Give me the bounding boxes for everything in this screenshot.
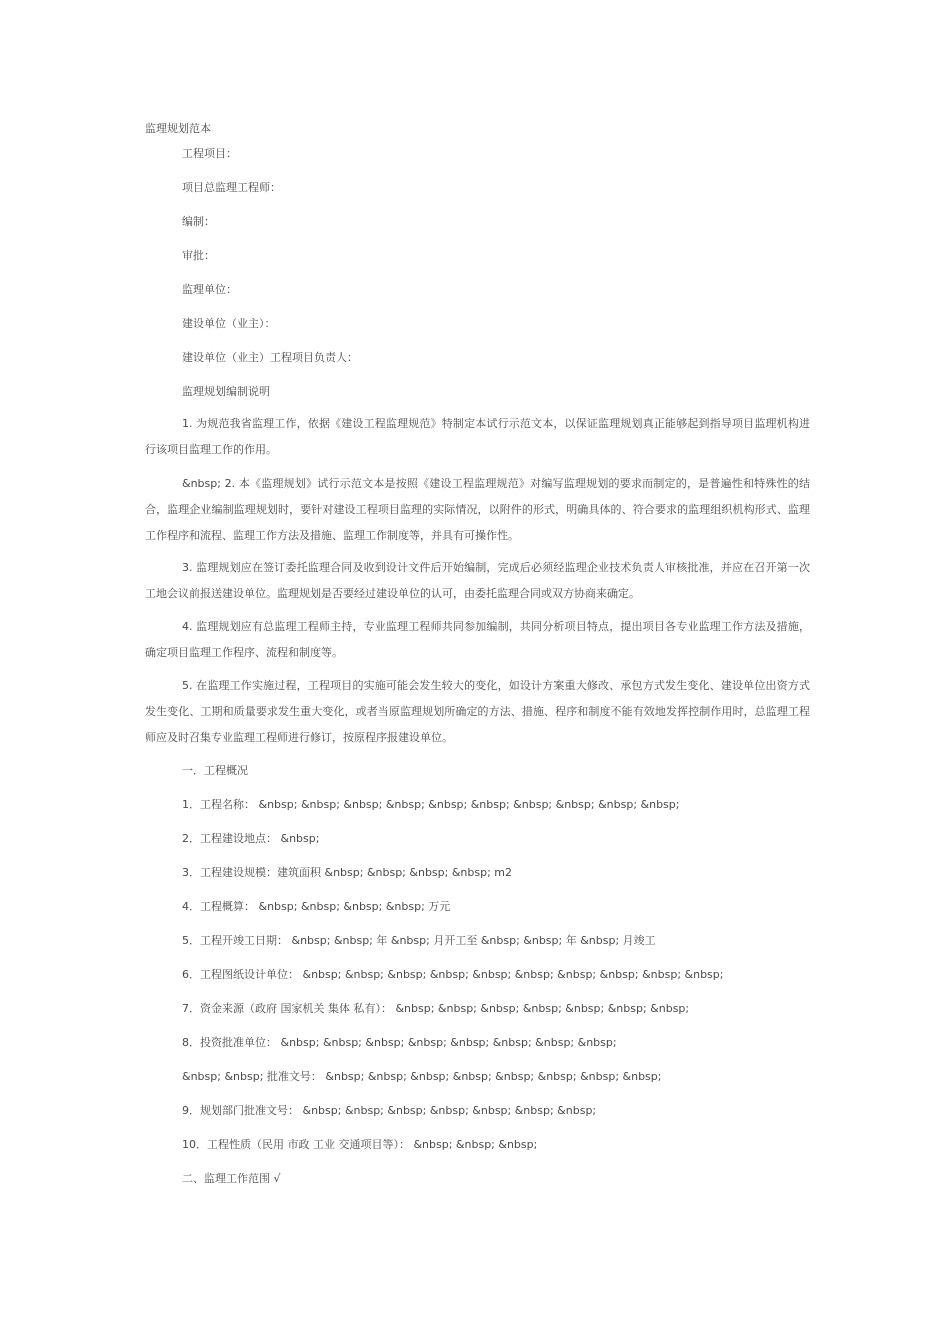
section1-item-5: 5．工程开竣工日期： &nbsp; &nbsp; 年 &nbsp; 月开工至 &nbsp; &nbsp; 年 &nbsp; 月竣工 <box>182 934 656 947</box>
intro-heading: 监理规划编制说明 <box>182 385 270 398</box>
cover-field-compiler: 编制： <box>182 215 215 228</box>
section1-item-6: 6．工程图纸设计单位： &nbsp; &nbsp; &nbsp; &nbsp; &nbsp; &nbsp; &nbsp; &nbsp; &nbsp; &nbsp; <box>182 968 724 981</box>
section1-item-3: 3．工程建设规模：建筑面积 &nbsp; &nbsp; &nbsp; &nbsp; m2 <box>182 866 512 879</box>
section1-item-1: 1．工程名称： &nbsp; &nbsp; &nbsp; &nbsp; &nbsp; &nbsp; &nbsp; &nbsp; &nbsp; &nbsp; <box>182 798 680 811</box>
section2-heading: 二、监理工作范围 √ <box>182 1172 281 1185</box>
section1-item-7: 7．资金来源（政府 国家机关 集体 私有）： &nbsp; &nbsp; &nbsp; &nbsp; &nbsp; &nbsp; &nbsp; <box>182 1002 690 1015</box>
intro-paragraph-3: 3. 监理规划应在签订委托监理合同及收到设计文件后开始编制，完成后必须经监理企业技术负责人审核批准，并应在召开第一次工地会议前报送建设单位。监理规划是否要经过建设单位的认可，由委托监理合同或双方协商来确定。 <box>145 561 810 600</box>
cover-field-owner-manager: 建设单位（业主）工程项目负责人： <box>182 351 358 364</box>
cover-field-chief-engineer: 项目总监理工程师： <box>182 181 281 194</box>
cover-field-supervision-unit: 监理单位： <box>182 283 237 296</box>
section1-item-8: 8．投资批准单位： &nbsp; &nbsp; &nbsp; &nbsp; &nbsp; &nbsp; &nbsp; &nbsp; <box>182 1036 617 1049</box>
section1-item-8-approval-no: &nbsp; &nbsp; 批准文号： &nbsp; &nbsp; &nbsp; &nbsp; &nbsp; &nbsp; &nbsp; &nbsp; <box>182 1070 662 1083</box>
cover-field-owner: 建设单位（业主）： <box>182 317 276 330</box>
section1-item-2: 2．工程建设地点： &nbsp; <box>182 832 320 845</box>
intro-paragraph-2: &nbsp; 2. 本《监理规划》试行示范文本是按照《建设工程监理规范》对编写监理规划的要求而制定的，是普遍性和特殊性的结合，监理企业编制监理规划时，要针对建设工程项目监理的实际情况，以附件的形式，明确具体的、符合要求的监理组织机构形式、监理工作程序和流程、监理工作方法及措施、监理工作制度等，并具有可操作性。 <box>145 477 810 542</box>
cover-field-approver: 审批： <box>182 249 215 262</box>
section1-item-4: 4．工程概算： &nbsp; &nbsp; &nbsp; &nbsp; 万元 <box>182 900 451 913</box>
document-title: 监理规划范本 <box>145 122 211 135</box>
section1-item-9: 9．规划部门批准文号： &nbsp; &nbsp; &nbsp; &nbsp; &nbsp; &nbsp; &nbsp; <box>182 1104 597 1117</box>
intro-paragraph-5: 5. 在监理工作实施过程，工程项目的实施可能会发生较大的变化，如设计方案重大修改、承包方式发生变化、建设单位出资方式发生变化、工期和质量要求发生重大变化，或者当原监理规划所确定的方法、措施、程序和制度不能有效地发挥控制作用时，总监理工程师应及时召集专业监理工程师进行修订，按原程序报建设单位。 <box>145 679 810 744</box>
intro-paragraph-4: 4. 监理规划应有总监理工程师主持，专业监理工程师共同参加编制，共同分析项目特点，提出项目各专业监理工作方法及措施，确定项目监理工作程序、流程和制度等。 <box>145 620 810 659</box>
section1-item-10: 10．工程性质（民用 市政 工业 交通项目等）： &nbsp; &nbsp; &nbsp; <box>182 1138 538 1151</box>
section1-heading: 一．工程概况 <box>182 764 248 777</box>
cover-field-project: 工程项目： <box>182 147 237 160</box>
intro-paragraph-1: 1. 为规范我省监理工作，依据《建设工程监理规范》特制定本试行示范文本，以保证监理规划真正能够起到指导项目监理机构进行该项目监理工作的作用。 <box>145 417 810 456</box>
